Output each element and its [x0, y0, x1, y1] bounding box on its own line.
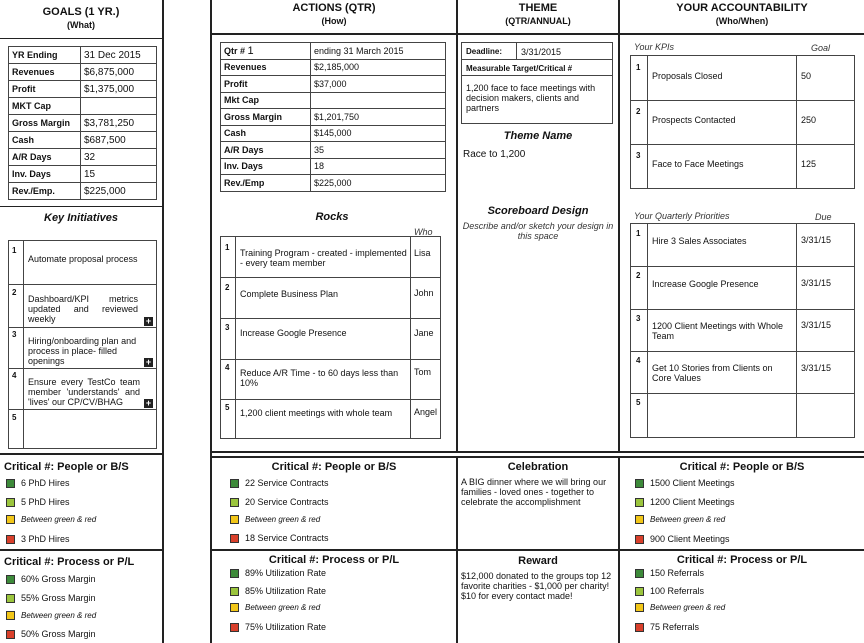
critical-item: 85% Utilization Rate: [230, 586, 326, 596]
initiative-text: Hiring/onboarding plan and process in place- filled openings: [28, 336, 137, 366]
rocks-title: Rocks: [315, 211, 349, 223]
critical-item: Between green & red: [6, 515, 96, 524]
goal-label: Revenues: [9, 64, 81, 81]
rock-text: Reduce A/R Time - to 60 days less than 10%: [240, 368, 399, 388]
accountability-header: [620, 2, 864, 28]
qtr-label-cell: [221, 43, 311, 60]
qtr-value: ending 31 March 2015: [311, 43, 446, 60]
action-value: [311, 92, 446, 109]
priority-number: 4: [636, 356, 641, 365]
celebration-text: A BIG dinner where we will bring our families - loved ones - together to celebrate the accomplishment: [461, 477, 607, 507]
priority-due: 3/31/15: [801, 235, 832, 245]
priority-due: 3/31/15: [801, 278, 832, 288]
goals-title: GOALS (1 YR.): [42, 6, 120, 18]
priorities-box: [630, 223, 855, 438]
goal-value: $6,875,000: [81, 64, 157, 81]
table-row: [221, 92, 446, 109]
critical-item: 1500 Client Meetings: [635, 478, 735, 488]
table-row: [9, 115, 157, 132]
critical-item: 89% Utilization Rate: [230, 568, 326, 578]
goals-subtitle: (What): [67, 20, 95, 30]
accountability-title: YOUR ACCOUNTABILITY: [676, 2, 808, 14]
critical-item: Between green & red: [230, 515, 320, 524]
table-row: [9, 149, 157, 166]
initiative-number: 5: [12, 413, 17, 422]
deadline-value: 3/31/2015: [521, 47, 562, 57]
rocks-box: [220, 236, 441, 439]
table-row: [221, 59, 446, 76]
critical-item: 55% Gross Margin: [6, 593, 96, 603]
kpi-goal: 50: [801, 71, 812, 81]
action-value: $225,000: [311, 175, 446, 192]
rock-owner: John: [414, 288, 434, 298]
status-yellow-icon: [230, 603, 239, 612]
divider: [210, 456, 864, 458]
divider: [210, 33, 864, 35]
status-red-icon: [635, 623, 644, 632]
action-value: 18: [311, 158, 446, 175]
status-green-icon: [635, 569, 644, 578]
status-lightgreen-icon: [230, 498, 239, 507]
status-lightgreen-icon: [6, 594, 15, 603]
rock-text: Increase Google Presence: [240, 328, 347, 338]
theme-title: THEME: [518, 2, 558, 14]
priority-text: Hire 3 Sales Associates: [652, 236, 747, 246]
critical-item: 1200 Client Meetings: [635, 497, 735, 507]
goal-value: [81, 98, 157, 115]
rock-text: 1,200 client meetings with whole team: [240, 408, 393, 418]
critical-item: 60% Gross Margin: [6, 574, 96, 584]
divider: [0, 206, 162, 207]
table-row: [221, 175, 446, 192]
table-row: [9, 47, 157, 64]
kpi-text: Face to Face Meetings: [652, 159, 744, 169]
critical-process-title: Critical #: Process or P/L: [268, 554, 400, 566]
rock-number: 5: [225, 403, 230, 412]
status-yellow-icon: [6, 515, 15, 524]
action-label: Cash: [221, 125, 311, 142]
critical-item: 22 Service Contracts: [230, 478, 329, 488]
rock-owner: Tom: [414, 367, 432, 377]
goal-value: $1,375,000: [81, 81, 157, 98]
actions-table: [220, 42, 446, 192]
rock-number: 4: [225, 363, 230, 372]
initiative-number: 4: [12, 371, 17, 380]
initiative-text: Automate proposal process: [28, 254, 138, 264]
goals-table: [8, 46, 157, 200]
actions-title: ACTIONS (QTR): [292, 2, 376, 14]
table-row: [9, 64, 157, 81]
goal-label: Gross Margin: [9, 115, 81, 132]
expand-icon[interactable]: +: [145, 357, 152, 367]
critical-item: 100 Referrals: [635, 586, 704, 596]
table-row: [9, 183, 157, 200]
rock-number: 2: [225, 283, 230, 292]
theme-header: [458, 2, 618, 28]
expand-icon[interactable]: +: [145, 316, 152, 326]
goals-header: [0, 6, 162, 32]
initiative-number: 1: [12, 246, 17, 255]
action-label: A/R Days: [221, 142, 311, 159]
rock-owner: Lisa: [414, 248, 431, 258]
critical-people-title: Critical #: People or B/S: [4, 461, 129, 473]
action-label: Revenues: [221, 59, 311, 76]
table-row: [9, 98, 157, 115]
priority-text: Get 10 Stories from Clients on Core Values: [652, 363, 773, 383]
reward-text: $12,000 donated to the groups top 12 favorite charities - $1,000 per charity! $10 for every contact made!: [461, 571, 612, 601]
critical-item: Between green & red: [635, 603, 725, 612]
critical-item: 75 Referrals: [635, 622, 699, 632]
target-label: Measurable Target/Critical #: [466, 64, 573, 73]
key-initiatives-box: [8, 240, 157, 449]
divider: [210, 451, 864, 453]
action-value: 35: [311, 142, 446, 159]
initiative-number: 2: [12, 288, 17, 297]
priority-due: 3/31/15: [801, 320, 832, 330]
accountability-subtitle: (Who/When): [715, 16, 769, 26]
critical-item: Between green & red: [230, 603, 320, 612]
action-label: Inv. Days: [221, 158, 311, 175]
goal-value: $687,500: [81, 132, 157, 149]
priority-number: 3: [636, 314, 641, 323]
action-value: $37,000: [311, 76, 446, 93]
rock-text: Complete Business Plan: [240, 289, 339, 299]
priority-text: Increase Google Presence: [652, 279, 759, 289]
action-label: Mkt Cap: [221, 92, 311, 109]
goal-label: YR Ending: [9, 47, 81, 64]
goal-value: 31 Dec 2015: [81, 47, 157, 64]
priority-number: 1: [636, 229, 641, 238]
kpi-label: Your KPIs: [634, 42, 675, 52]
critical-item: 20 Service Contracts: [230, 497, 329, 507]
divider: [618, 0, 620, 453]
rock-number: 1: [225, 243, 230, 252]
who-label: Who: [414, 227, 433, 237]
kpi-text: Prospects Contacted: [652, 115, 736, 125]
goal-label: MKT Cap: [9, 98, 81, 115]
table-row: [221, 76, 446, 93]
status-red-icon: [230, 623, 239, 632]
divider: [210, 0, 212, 643]
kpi-goal: 250: [801, 115, 817, 125]
initiative-number: 3: [12, 330, 17, 339]
goal-value: 15: [81, 166, 157, 183]
action-label: Rev./Emp: [221, 175, 311, 192]
initiative-text: Ensure every TestCo team member 'understands' and 'lives' our CP/CV/BHAG: [28, 377, 140, 407]
priority-due: 3/31/15: [801, 363, 832, 373]
divider: [0, 453, 162, 455]
critical-item: 900 Client Meetings: [635, 534, 730, 544]
theme-target-box: [461, 42, 613, 124]
kpi-number: 3: [636, 151, 641, 160]
goal-label: Rev./Emp.: [9, 183, 81, 200]
priority-number: 5: [636, 398, 641, 407]
status-red-icon: [635, 535, 644, 544]
status-lightgreen-icon: [230, 587, 239, 596]
goal-value: $225,000: [81, 183, 157, 200]
rock-text: Training Program - created - implemented - every team member: [240, 248, 407, 268]
critical-process-title: Critical #: Process or P/L: [676, 554, 808, 566]
status-red-icon: [6, 630, 15, 639]
action-value: $1,201,750: [311, 109, 446, 126]
actions-subtitle: (How): [321, 16, 347, 26]
status-green-icon: [230, 569, 239, 578]
divider: [0, 38, 162, 39]
table-row: [221, 142, 446, 159]
table-row: [221, 158, 446, 175]
critical-item: 18 Service Contracts: [230, 533, 329, 543]
kpi-box: [630, 55, 855, 189]
initiative-text: Dashboard/KPI metrics updated and reviewed weekly: [28, 294, 138, 324]
critical-item: 50% Gross Margin: [6, 629, 96, 639]
rock-owner: Angel: [414, 407, 438, 417]
status-yellow-icon: [6, 611, 15, 620]
status-red-icon: [230, 534, 239, 543]
status-green-icon: [6, 479, 15, 488]
status-green-icon: [6, 575, 15, 584]
action-value: $2,185,000: [311, 59, 446, 76]
qtr-label: Qtr #: [224, 45, 246, 56]
qtr-number: 1: [247, 44, 254, 57]
due-label: Due: [815, 212, 832, 222]
goal-label: Cash: [9, 132, 81, 149]
critical-item: 150 Referrals: [635, 568, 704, 578]
table-row: [221, 109, 446, 126]
goal-value: 32: [81, 149, 157, 166]
theme-name-title: Theme Name: [503, 130, 573, 142]
status-lightgreen-icon: [635, 498, 644, 507]
table-row: [9, 81, 157, 98]
action-label: Gross Margin: [221, 109, 311, 126]
kpi-number: 1: [636, 63, 641, 72]
kpi-text: Proposals Closed: [652, 71, 723, 81]
goal-value: $3,781,250: [81, 115, 157, 132]
critical-process-title: Critical #: Process or P/L: [4, 556, 135, 568]
divider: [210, 549, 864, 551]
priorities-label: Your Quarterly Priorities: [634, 211, 730, 221]
status-green-icon: [635, 479, 644, 488]
celebration-title: Celebration: [507, 461, 569, 473]
rock-number: 3: [225, 323, 230, 332]
goal-label: Inv. Days: [9, 166, 81, 183]
table-row: [9, 166, 157, 183]
deadline-label: Deadline:: [466, 47, 503, 56]
theme-name-value: Race to 1,200: [463, 149, 526, 160]
divider: [0, 549, 162, 551]
action-value: $145,000: [311, 125, 446, 142]
divider: [162, 0, 164, 643]
priority-number: 2: [636, 271, 641, 280]
status-yellow-icon: [635, 515, 644, 524]
rock-owner: Jane: [414, 328, 434, 338]
scoreboard-title: Scoreboard Design: [487, 205, 589, 217]
critical-people-title: Critical #: People or B/S: [679, 461, 805, 473]
table-row: [221, 125, 446, 142]
action-label: Profit: [221, 76, 311, 93]
status-green-icon: [230, 479, 239, 488]
kpi-goal: 125: [801, 159, 817, 169]
critical-item: 5 PhD Hires: [6, 497, 70, 507]
table-row: [9, 132, 157, 149]
critical-item: 6 PhD Hires: [6, 478, 70, 488]
expand-icon[interactable]: +: [145, 398, 152, 408]
goal-label: Goal: [811, 43, 831, 53]
status-yellow-icon: [230, 515, 239, 524]
status-lightgreen-icon: [635, 587, 644, 596]
priority-text: 1200 Client Meetings with Whole Team: [652, 321, 784, 341]
scoreboard-subtitle: Describe and/or sketch your design in this space: [462, 221, 614, 241]
critical-item: Between green & red: [635, 515, 725, 524]
key-initiatives-title: Key Initiatives: [44, 212, 118, 224]
status-lightgreen-icon: [6, 498, 15, 507]
critical-item: 75% Utilization Rate: [230, 622, 326, 632]
goal-label: Profit: [9, 81, 81, 98]
reward-title: Reward: [518, 555, 558, 567]
table-row: [221, 43, 446, 60]
critical-item: Between green & red: [6, 611, 96, 620]
goal-label: A/R Days: [9, 149, 81, 166]
status-red-icon: [6, 535, 15, 544]
critical-item: 3 PhD Hires: [6, 534, 70, 544]
theme-subtitle: (QTR/ANNUAL): [505, 16, 571, 26]
status-yellow-icon: [635, 603, 644, 612]
kpi-number: 2: [636, 107, 641, 116]
target-text: 1,200 face to face meetings with decision makers, clients and partners: [466, 83, 596, 113]
critical-people-title: Critical #: People or B/S: [271, 461, 397, 473]
actions-header: [212, 2, 456, 28]
